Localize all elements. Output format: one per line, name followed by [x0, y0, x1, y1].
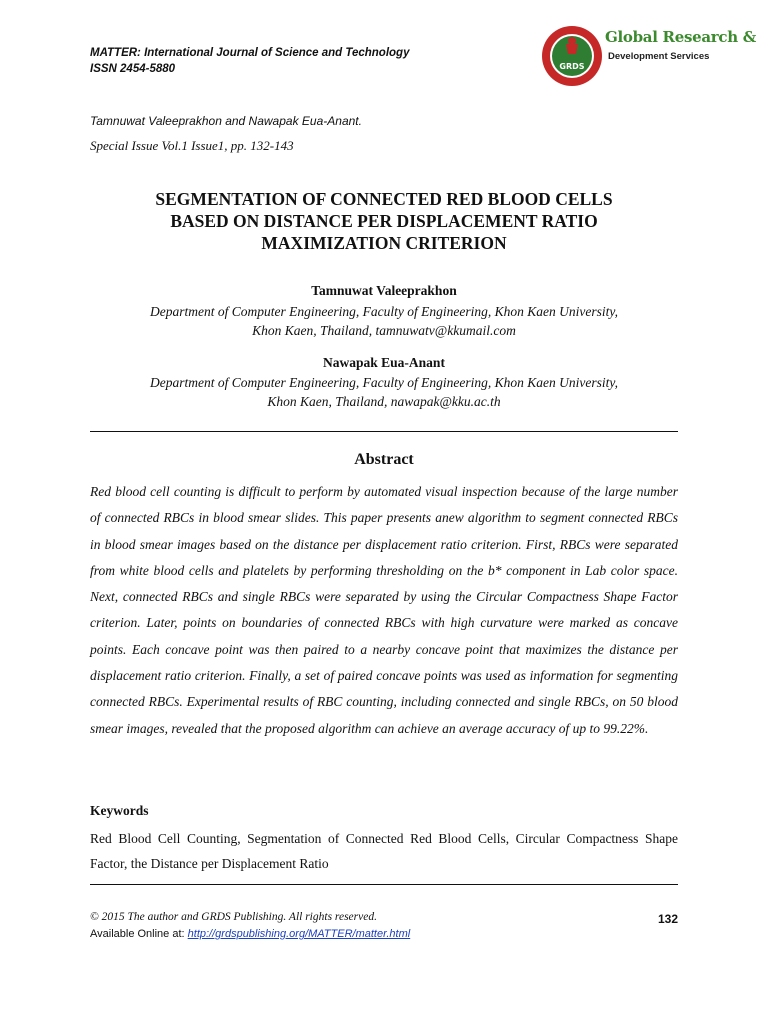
grds-seal-icon [540, 24, 604, 88]
author-affiliation [90, 373, 678, 411]
grds-subtitle: Development Services [608, 51, 710, 62]
title-line: MAXIMIZATION CRITERION [261, 233, 507, 253]
author-name: Tamnuwat Valeeprakhon [311, 283, 457, 298]
affiliation-line: Department of Computer Engineering, Faculty of Engineering, Khon Kaen University, [150, 375, 618, 390]
abstract-text: Red blood cell counting is difficult to perform by automated visual inspection because of the large number of connected RBCs in blood smear slides. This paper presents anew algorithm to segment connected RBCs in blood smear images based on the distance per displacement ratio criterion. First, RBCs were separated from white blood cells and platelets by performing thresholding on the b* component in Lab color space. Next, connected RBCs and single RBCs were separated by using the Circular Compactness Shape Factor criterion. Later, points on boundaries of connected RBCs with high curvature were marked as concave points. Each concave point was then paired to a nearby concave point that maximizes the distance per displacement ratio criterion. Finally, a set of paired concave points was used as information for segmenting connected RBCs. Experimental results of RBC counting, including connected and single RBCs, on 50 blood smear images, revealed that the proposed algorithm can achieve an average accuracy of up to 99.22%. [90, 484, 678, 736]
issue-info: Special Issue Vol.1 Issue1, pp. 132-143 [90, 138, 294, 153]
journal-header [90, 45, 409, 77]
grds-title: Global Research & [605, 28, 756, 46]
journal-name: MATTER: International Journal of Science and Technology [90, 47, 410, 59]
available-online [90, 928, 410, 940]
title-line: BASED ON DISTANCE PER DISPLACEMENT RATIO [170, 211, 598, 231]
running-authors: Tamnuwat Valeeprakhon and Nawapak Eua-Anant. [90, 114, 362, 128]
svg-text:GRDS: GRDS [559, 62, 585, 71]
keywords-heading: Keywords [90, 803, 149, 818]
available-label: Available Online at: [90, 928, 185, 940]
author-affiliation [90, 302, 678, 340]
paper-title [90, 188, 678, 254]
divider [90, 431, 678, 432]
affiliation-line: Khon Kaen, Thailand, tamnuwatv@kkumail.com [252, 323, 516, 338]
copyright: © 2015 The author and GRDS Publishing. All rights reserved. [90, 911, 377, 923]
title-line: SEGMENTATION OF CONNECTED RED BLOOD CELLS [155, 189, 613, 209]
affiliation-line: Department of Computer Engineering, Faculty of Engineering, Khon Kaen University, [150, 304, 618, 319]
affiliation-line: Khon Kaen, Thailand, nawapak@kku.ac.th [267, 394, 501, 409]
abstract-heading: Abstract [354, 451, 414, 468]
author-name: Nawapak Eua-Anant [323, 355, 445, 370]
journal-link[interactable]: http://grdspublishing.org/MATTER/matter.html [187, 928, 411, 940]
page-number: 132 [657, 912, 678, 926]
issn: ISSN 2454-5880 [90, 63, 176, 75]
divider [90, 884, 678, 885]
keywords-text: Red Blood Cell Counting, Segmentation of Connected Red Blood Cells, Circular Compactness Shape Factor, the Distance per Displacement Ratio [90, 831, 678, 871]
